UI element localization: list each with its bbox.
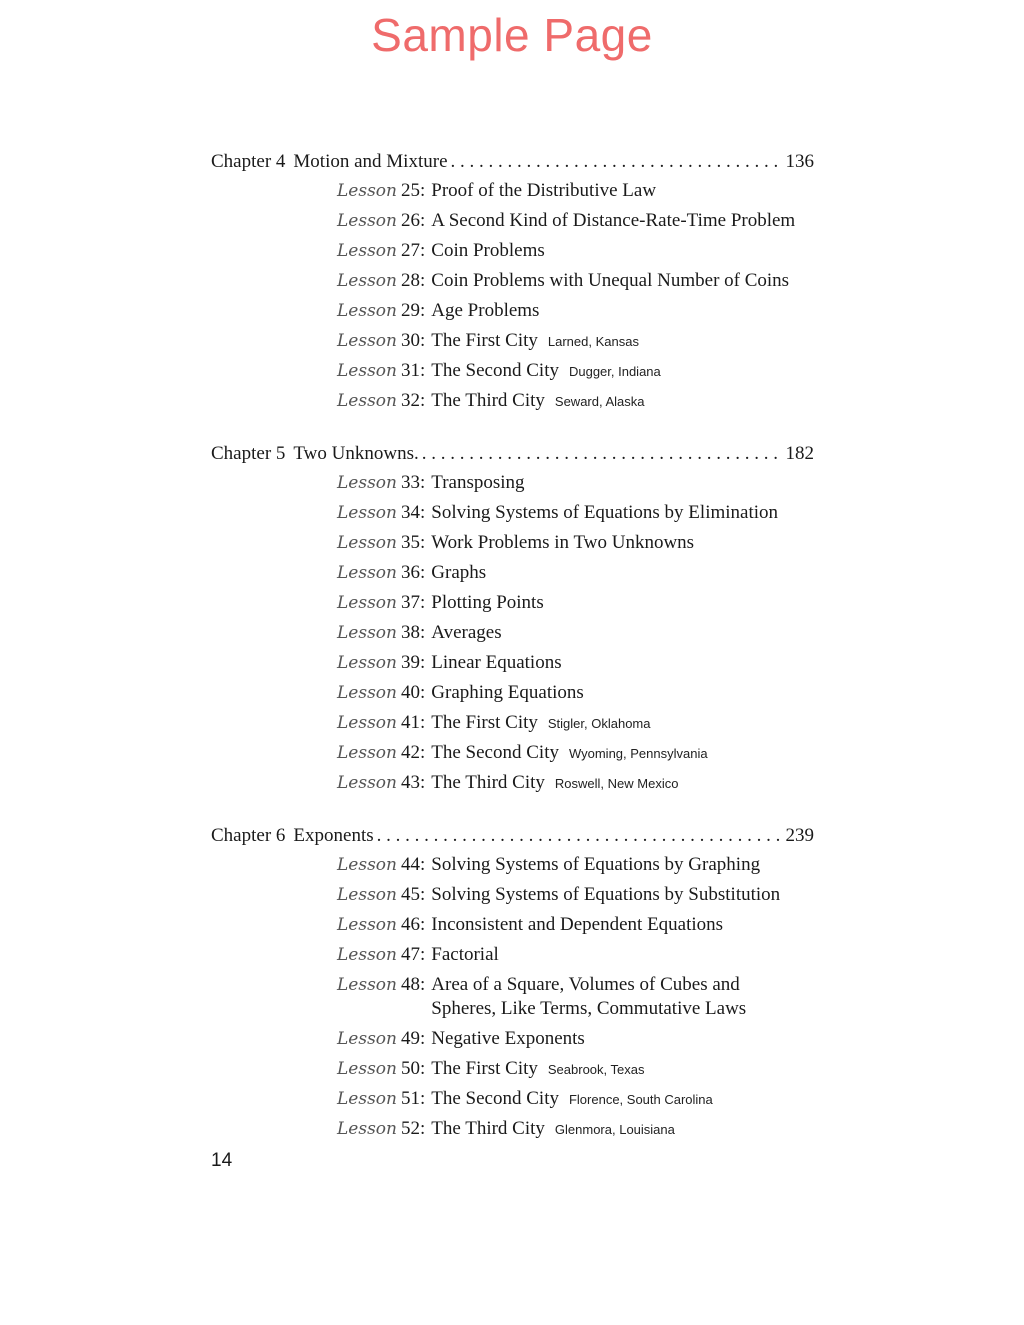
lesson-number: 34 (400, 502, 420, 523)
lesson-city-location: Seabrook, Texas (547, 1062, 645, 1077)
lesson-entry[interactable] (337, 708, 814, 738)
chapter-title: Motion and Mixture (293, 151, 448, 172)
lesson-title: The Second City (431, 360, 559, 381)
lesson-colon: : (419, 180, 426, 201)
lesson-number: 36 (400, 562, 420, 583)
lesson-entry[interactable] (337, 970, 814, 1024)
lesson-word: Lesson (337, 1119, 397, 1139)
lesson-title: Solving Systems of Equations by Substitution (431, 884, 781, 905)
lesson-entry[interactable] (337, 206, 814, 236)
lesson-word: Lesson (337, 181, 397, 201)
lesson-colon: : (419, 1058, 426, 1079)
lesson-number: 32 (400, 390, 420, 411)
chapter-section (211, 440, 814, 798)
lesson-number: 27 (400, 240, 420, 261)
lesson-colon: : (419, 502, 426, 523)
lesson-title: Transposing (431, 472, 525, 493)
table-of-contents (211, 148, 814, 1168)
lesson-number: 47 (400, 944, 420, 965)
lesson-word: Lesson (337, 331, 397, 351)
lesson-colon: : (419, 390, 426, 411)
lesson-number: 30 (400, 330, 420, 351)
lesson-colon: : (419, 652, 426, 673)
lesson-entry[interactable] (337, 386, 814, 416)
lesson-title: The Third City (431, 1118, 545, 1139)
lesson-entry[interactable] (337, 236, 814, 266)
lesson-word: Lesson (337, 743, 397, 763)
lesson-entry[interactable] (337, 1024, 814, 1054)
lesson-colon: : (419, 772, 426, 793)
lesson-entry[interactable] (337, 266, 814, 296)
lesson-number: 48 (400, 974, 420, 995)
lesson-number: 25 (400, 180, 420, 201)
lesson-entry[interactable] (337, 528, 814, 558)
lesson-word: Lesson (337, 533, 397, 553)
lesson-entry[interactable] (337, 850, 814, 880)
lesson-colon: : (419, 270, 426, 291)
chapter-heading[interactable] (211, 148, 814, 176)
lesson-number: 50 (400, 1058, 420, 1079)
lesson-entry[interactable] (337, 356, 814, 386)
lesson-title: Graphing Equations (431, 682, 584, 703)
lesson-entry[interactable] (337, 910, 814, 940)
lesson-entry[interactable] (337, 588, 814, 618)
chapter-heading[interactable] (211, 440, 814, 468)
lesson-title: The Second City (431, 1088, 559, 1109)
lesson-colon: : (419, 240, 426, 261)
lesson-entry[interactable] (337, 468, 814, 498)
lesson-title: A Second Kind of Distance-Rate-Time Problem (431, 210, 796, 231)
lesson-city-location: Dugger, Indiana (568, 364, 661, 379)
lesson-number: 45 (400, 884, 420, 905)
lesson-colon: : (419, 1088, 426, 1109)
lesson-title: The First City (431, 330, 538, 351)
lesson-number: 37 (400, 592, 420, 613)
lesson-word: Lesson (337, 885, 397, 905)
lesson-title: Graphs (431, 562, 487, 583)
lesson-city-location: Glenmora, Louisiana (554, 1122, 675, 1137)
lesson-entry[interactable] (337, 1114, 814, 1144)
lesson-number: 26 (400, 210, 420, 231)
lesson-city-location: Roswell, New Mexico (554, 776, 679, 791)
lesson-number: 33 (400, 472, 420, 493)
lesson-colon: : (419, 472, 426, 493)
lesson-entry[interactable] (337, 678, 814, 708)
lesson-colon: : (419, 914, 426, 935)
dot-leader (451, 148, 783, 176)
lesson-word: Lesson (337, 361, 397, 381)
lesson-word: Lesson (337, 773, 397, 793)
lesson-title: The First City (431, 1058, 538, 1079)
lesson-city-location: Florence, South Carolina (568, 1092, 713, 1107)
lesson-word: Lesson (337, 211, 397, 231)
chapter-page-number: 182 (785, 443, 814, 464)
lesson-number: 41 (400, 712, 420, 733)
lesson-entry[interactable] (337, 498, 814, 528)
lesson-title: Solving Systems of Equations by Graphing (431, 854, 761, 875)
lesson-word: Lesson (337, 653, 397, 673)
lesson-number: 46 (400, 914, 420, 935)
lesson-title: Factorial (431, 944, 499, 965)
lesson-word: Lesson (337, 1059, 397, 1079)
lesson-word: Lesson (337, 855, 397, 875)
lesson-number: 42 (400, 742, 420, 763)
lesson-title: Work Problems in Two Unknowns (431, 532, 695, 553)
lesson-word: Lesson (337, 241, 397, 261)
lesson-word: Lesson (337, 391, 397, 411)
lesson-title: Solving Systems of Equations by Elimination (431, 502, 779, 523)
lesson-colon: : (419, 210, 426, 231)
lesson-word: Lesson (337, 683, 397, 703)
lesson-entry[interactable] (337, 296, 814, 326)
lesson-title: The Third City (431, 772, 545, 793)
lesson-colon: : (419, 974, 426, 995)
lesson-number: 52 (400, 1118, 420, 1139)
lesson-title: Area of a Square, Volumes of Cubes and Spheres, Like Terms, Commutative Laws (431, 974, 747, 1019)
lesson-title: The Second City (431, 742, 559, 763)
chapter-section (211, 148, 814, 416)
chapter-section (211, 822, 814, 1144)
lesson-word: Lesson (337, 623, 397, 643)
lesson-colon: : (419, 944, 426, 965)
chapter-label: Chapter 5 (211, 443, 286, 464)
lesson-colon: : (419, 1028, 426, 1049)
chapter-title: Exponents (293, 825, 374, 846)
lesson-entry[interactable] (337, 326, 814, 356)
lesson-word: Lesson (337, 301, 397, 321)
lesson-entry[interactable] (337, 738, 814, 768)
lesson-entry[interactable] (337, 880, 814, 910)
sample-page-watermark: Sample Page (371, 9, 653, 61)
lesson-number: 39 (400, 652, 420, 673)
lesson-entry[interactable] (337, 1084, 814, 1114)
lesson-colon: : (419, 622, 426, 643)
lesson-entry[interactable] (337, 768, 814, 798)
lesson-colon: : (419, 712, 426, 733)
lesson-list (337, 468, 814, 798)
chapter-list (211, 148, 814, 1144)
chapter-page-number: 136 (785, 151, 814, 172)
lesson-list (337, 850, 814, 1144)
lesson-entry[interactable] (337, 558, 814, 588)
dot-leader (422, 440, 783, 468)
lesson-title: Age Problems (431, 300, 540, 321)
lesson-title: Coin Problems with Unequal Number of Coins (431, 270, 790, 291)
page-number: 14 (211, 1150, 233, 1171)
lesson-title: Negative Exponents (431, 1028, 585, 1049)
lesson-number: 49 (400, 1028, 420, 1049)
chapter-label: Chapter 4 (211, 151, 286, 172)
lesson-title: The First City (431, 712, 538, 733)
lesson-word: Lesson (337, 945, 397, 965)
lesson-entry[interactable] (337, 1054, 814, 1084)
lesson-entry[interactable] (337, 618, 814, 648)
lesson-number: 38 (400, 622, 420, 643)
lesson-colon: : (419, 330, 426, 351)
lesson-city-location: Seward, Alaska (554, 394, 645, 409)
lesson-city-location: Larned, Kansas (547, 334, 639, 349)
chapter-heading[interactable] (211, 822, 814, 850)
dot-leader (377, 822, 783, 850)
lesson-word: Lesson (337, 975, 397, 995)
lesson-colon: : (419, 532, 426, 553)
lesson-number: 40 (400, 682, 420, 703)
lesson-word: Lesson (337, 271, 397, 291)
lesson-title: Plotting Points (431, 592, 544, 613)
lesson-colon: : (419, 682, 426, 703)
lesson-word: Lesson (337, 503, 397, 523)
lesson-title: Averages (431, 622, 502, 643)
lesson-colon: : (419, 300, 426, 321)
lesson-number: 43 (400, 772, 420, 793)
lesson-title: Proof of the Distributive Law (431, 180, 657, 201)
chapter-title: Two Unknowns. (293, 443, 419, 464)
lesson-word: Lesson (337, 713, 397, 733)
lesson-number: 28 (400, 270, 420, 291)
lesson-word: Lesson (337, 593, 397, 613)
lesson-title: Linear Equations (431, 652, 562, 673)
lesson-number: 51 (400, 1088, 420, 1109)
lesson-word: Lesson (337, 1029, 397, 1049)
lesson-colon: : (419, 592, 426, 613)
lesson-colon: : (419, 742, 426, 763)
lesson-city-location: Stigler, Oklahoma (547, 716, 651, 731)
chapter-label: Chapter 6 (211, 825, 286, 846)
lesson-word: Lesson (337, 563, 397, 583)
lesson-number: 44 (400, 854, 420, 875)
lesson-title: Coin Problems (431, 240, 545, 261)
lesson-entry[interactable] (337, 648, 814, 678)
lesson-entry[interactable] (337, 940, 814, 970)
lesson-entry[interactable] (337, 176, 814, 206)
lesson-word: Lesson (337, 473, 397, 493)
lesson-title: The Third City (431, 390, 545, 411)
lesson-colon: : (419, 1118, 426, 1139)
lesson-title: Inconsistent and Dependent Equations (431, 914, 724, 935)
lesson-colon: : (419, 854, 426, 875)
lesson-colon: : (419, 360, 426, 381)
lesson-number: 29 (400, 300, 420, 321)
lesson-word: Lesson (337, 1089, 397, 1109)
lesson-colon: : (419, 884, 426, 905)
lesson-colon: : (419, 562, 426, 583)
lesson-city-location: Wyoming, Pennsylvania (568, 746, 708, 761)
lesson-word: Lesson (337, 915, 397, 935)
chapter-page-number: 239 (785, 825, 814, 846)
lesson-number: 31 (400, 360, 420, 381)
lesson-list (337, 176, 814, 416)
lesson-number: 35 (400, 532, 420, 553)
